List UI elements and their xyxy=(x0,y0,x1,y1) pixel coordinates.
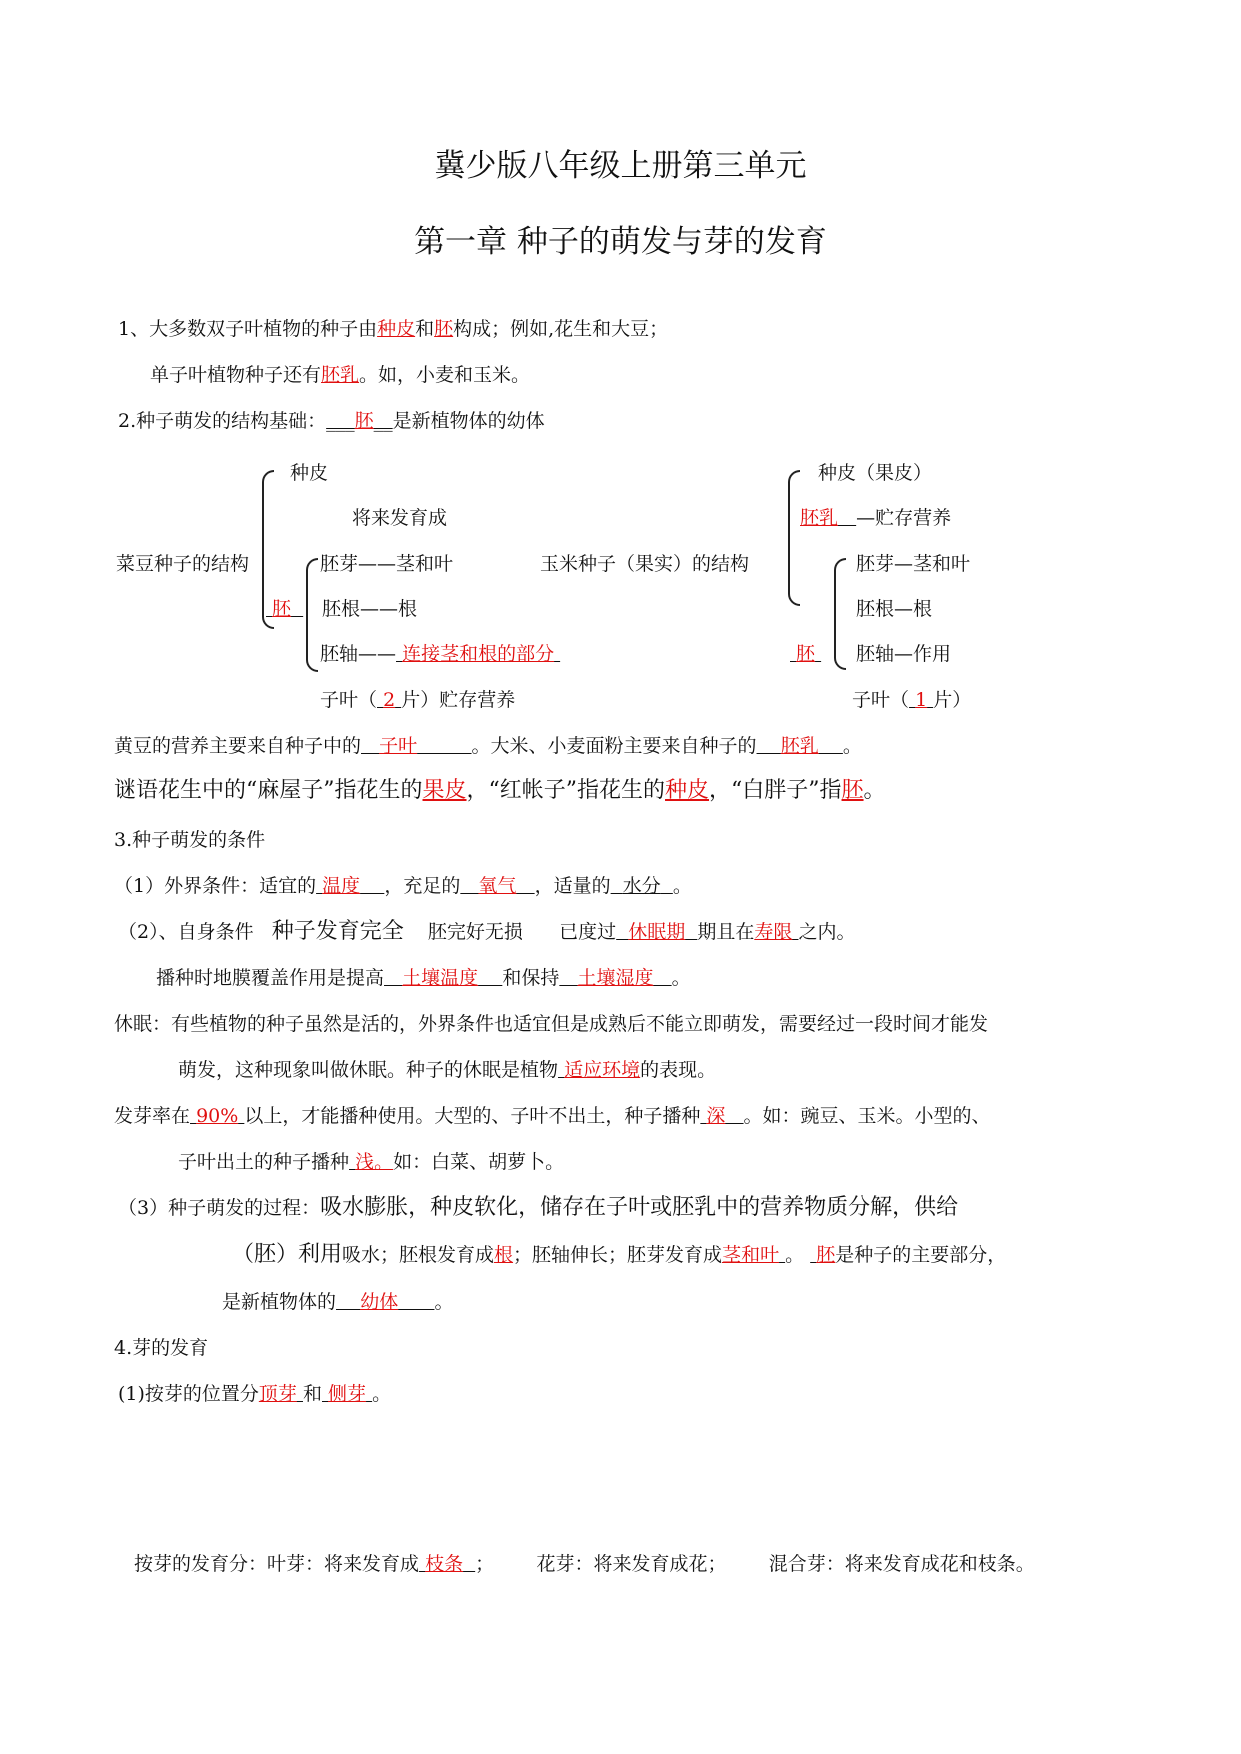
corn-ziye: 子叶（ 1 片） xyxy=(852,689,972,711)
chapter-title: 第一章 种子的萌发与芽的发育 xyxy=(414,224,827,260)
s3-dimo: 播种时地膜覆盖作用是提高 土壤温度 和保持 土壤湿度 。 xyxy=(156,967,691,989)
bean-jianglai: 将来发育成 xyxy=(352,507,448,529)
s3-xiumian-2: 萌发，这种现象叫做休眠。种子的休眠是植物 适应环境的表现。 xyxy=(178,1059,717,1081)
bean-label: 菜豆种子的结构 xyxy=(116,553,250,575)
s4-development: 按芽的发育分：叶芽：将来发育成 枝条 ； 花芽：将来发育成花； 混合芽：将来发育成花和枝条。 xyxy=(134,1553,1035,1575)
huangdou-line: 黄豆的营养主要来自种子中的 子叶 。大米、小麦面粉主要来自种子的 胚乳 。 xyxy=(114,735,862,757)
s3-process-1: （3）种子萌发的过程：吸水膨胀，种皮软化，储存在子叶或胚乳中的营养物质分解，供给 xyxy=(118,1195,959,1220)
bean-zhongpi: 种皮 xyxy=(290,462,329,484)
s2-line: 2.种子萌发的结构基础：___胚__是新植物体的幼体 xyxy=(118,410,545,432)
answer-pei-2: 胚 xyxy=(354,410,374,432)
s3-fayalv-2: 子叶出土的种子播种 浅。如：白菜、胡萝卜。 xyxy=(178,1151,565,1173)
s3-head: 3.种子萌发的条件 xyxy=(114,829,266,851)
corn-peigen: 胚根—根 xyxy=(856,598,933,620)
miyu-line: 谜语花生中的“麻屋子”指花生的果皮，“红帐子”指花生的种皮，“白胖子”指胚。 xyxy=(114,778,886,803)
corn-inner-brace xyxy=(834,558,846,670)
bean-peigen: 胚根——根 xyxy=(322,598,418,620)
corn-peiru: 胚乳 —贮存营养 xyxy=(800,507,952,529)
corn-label: 玉米种子（果实）的结构 xyxy=(540,553,750,575)
s3-process-3: 是新植物体的 幼体 。 xyxy=(222,1291,454,1313)
corn-zhongpi: 种皮（果皮） xyxy=(818,462,933,484)
corn-peizhou: 胚轴—作用 xyxy=(856,643,952,665)
s3-process-2: （胚）利用吸水；胚根发育成根；胚轴伸长；胚芽发育成茎和叶 。 胚是种子的主要部分， xyxy=(232,1242,1007,1267)
s3-fayalv-1: 发芽率在 90% 以上，才能播种使用。大型的、子叶不出土，种子播种 深 。如：豌豆、玉米。小型的、 xyxy=(114,1105,991,1127)
page-title: 冀少版八年级上册第三单元 xyxy=(434,148,807,184)
corn-pei: 胚 xyxy=(796,643,816,665)
s3-cond2: （2）、自身条件 种子发育完全 胚完好无损 已度过 休眠期 期且在寿限 之内。 xyxy=(118,919,856,944)
s1-line2: 单子叶植物种子还有胚乳。如，小麦和玉米。 xyxy=(150,364,531,386)
bean-ziye: 子叶（ 2 片）贮存营养 xyxy=(320,689,516,711)
corn-outer-brace xyxy=(788,470,800,606)
s3-xiumian-1: 休眠：有些植物的种子虽然是活的，外界条件也适宜但是成熟后不能立即萌发，需要经过一段时间才能发 xyxy=(114,1013,989,1035)
bean-pei: 胚 xyxy=(272,598,292,620)
s4-position: (1)按芽的位置分顶芽 和 侧芽 。 xyxy=(118,1383,392,1405)
s1-line1: 1、大多数双子叶植物的种子由种皮和胚构成；例如,花生和大豆； xyxy=(118,318,669,340)
bean-peiya: 胚芽——茎和叶 xyxy=(320,553,454,575)
s3-cond1: （1）外界条件：适宜的 温度 ，充足的 氧气 ，适量的 水分 。 xyxy=(114,875,692,897)
answer-zhongpi: 种皮 xyxy=(377,318,416,340)
bean-inner-brace xyxy=(306,558,318,672)
answer-peiru: 胚乳 xyxy=(321,364,360,386)
corn-peiya: 胚芽—茎和叶 xyxy=(856,553,971,575)
answer-pei: 胚 xyxy=(434,318,454,340)
s4-head: 4.芽的发育 xyxy=(114,1337,209,1359)
bean-peizhou: 胚轴—— 连接茎和根的部分 xyxy=(320,643,555,665)
